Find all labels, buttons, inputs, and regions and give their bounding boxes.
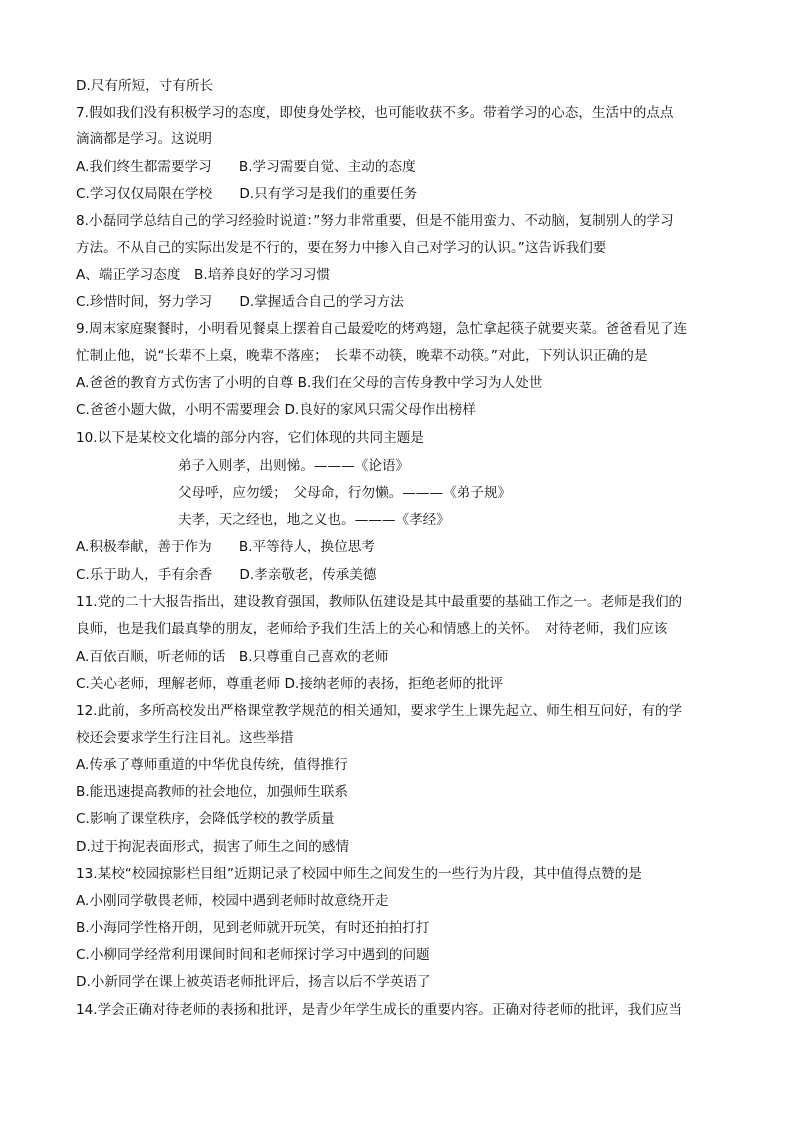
q14-stem: 14.学会正确对待老师的表扬和批评，是青少年学生成长的重要内容。正确对待老师的批评，我们应当 (76, 1002, 683, 1018)
q11-stem-line2: 良师，也是我们最真挚的朋友，老师给予我们生活上的关心和情感上的关怀。 对待老师，我们应该 (76, 621, 668, 637)
q13-option-b: B.小海同学性格开朗，见到老师就开玩笑，有时还拍拍打打 (76, 920, 430, 936)
q7-stem-line1: 7.假如我们没有积极学习的态度，即使身处学校，也可能收获不多。带着学习的心态，生活中的点点 (76, 105, 674, 121)
q10-quote-3: 夫孝，天之经也，地之义也。———《孝经》 (178, 512, 450, 528)
q13-stem: 13.某校“校园掠影栏目组”近期记录了校园中师生之间发生的一些行为片段，其中值得点赞的是 (76, 866, 642, 882)
q12-option-b: B.能迅速提高教师的社会地位，加强师生联系 (76, 784, 348, 800)
q9-options-ab: A.爸爸的教育方式伤害了小明的自尊 B.我们在父母的言传身教中学习为人处世 (76, 375, 543, 391)
q9-options-cd: C.爸爸小题大做，小明不需要理会 D.良好的家风只需父母作出榜样 (76, 402, 476, 418)
q10-stem: 10.以下是某校文化墙的部分内容，它们体现的共同主题是 (76, 430, 424, 446)
q13-option-d: D.小新同学在课上被英语老师批评后，扬言以后不学英语了 (76, 974, 431, 990)
q6-option-d: D.尺有所短，寸有所长 (76, 78, 214, 94)
q8-options-cd: C.珍惜时间，努力学习 D.掌握适合自己的学习方法 (76, 294, 404, 310)
q7-stem-line2: 滴滴都是学习。这说明 (76, 131, 212, 147)
q8-options-ab: A、端正学习态度 B.培养良好的学习习惯 (76, 267, 331, 283)
q10-options-cd: C.乐于助人，手有余香 D.孝亲敬老，传承美德 (76, 567, 377, 583)
q7-options-ab: A.我们终生都需要学习 B.学习需要自觉、主动的态度 (76, 159, 416, 175)
q11-stem-line1: 11.党的二十大报告指出，建设教育强国，教师队伍建设是其中最重要的基础工作之一。老师是我们的 (76, 594, 683, 610)
q10-quote-1: 弟子入则孝，出则悌。———《论语》 (178, 458, 410, 474)
q10-options-ab: A.积极奉献，善于作为 B.平等待人，换位思考 (76, 539, 375, 555)
q11-options-ab: A.百依百顺，听老师的话 B.只尊重自己喜欢的老师 (76, 649, 389, 665)
q8-stem-line2: 方法。不从自己的实际出发是不行的，要在努力中掺入自己对学习的认识。”这告诉我们要 (76, 240, 607, 256)
q11-options-cd: C.关心老师，理解老师，尊重老师 D.接纳老师的表扬，拒绝老师的批评 (76, 676, 504, 692)
q12-option-c: C.影响了课堂秩序，会降低学校的教学质量 (76, 811, 335, 827)
q12-stem-line2: 校还会要求学生行注目礼。这些举措 (76, 730, 294, 746)
q9-stem-line2: 忙制止他，说“长辈不上桌，晚辈不落座； 长辈不动筷，晚辈不动筷。”对此，下列认识正确的是 (76, 348, 648, 364)
q13-option-c: C.小柳同学经常利用课间时间和老师探讨学习中遇到的问题 (76, 947, 430, 963)
q12-option-d: D.过于拘泥表面形式，损害了师生之间的感情 (76, 839, 350, 855)
q8-stem-line1: 8.小磊同学总结自己的学习经验时说道：”努力非常重要，但是不能用蛮力、不动脑，复制别人的学习 (76, 213, 674, 229)
q13-option-a: A.小刚同学敬畏老师，校园中遇到老师时故意绕开走 (76, 893, 389, 909)
q10-quote-2: 父母呼，应勿缓； 父母命，行勿懒。———《弟子规》 (178, 485, 512, 501)
q9-stem-line1: 9.周末家庭聚餐时，小明看见餐桌上摆着自己最爱吃的烤鸡翅，急忙拿起筷子就要夹菜。爸爸看见了连 (76, 321, 688, 337)
q12-option-a: A.传承了尊师重道的中华优良传统，值得推行 (76, 757, 348, 773)
q12-stem-line1: 12.此前，多所高校发出严格课堂教学规范的相关通知，要求学生上课先起立、师生相互问好，有的学 (76, 703, 683, 719)
q7-options-cd: C.学习仅仅局限在学校 D.只有学习是我们的重要任务 (76, 186, 418, 202)
